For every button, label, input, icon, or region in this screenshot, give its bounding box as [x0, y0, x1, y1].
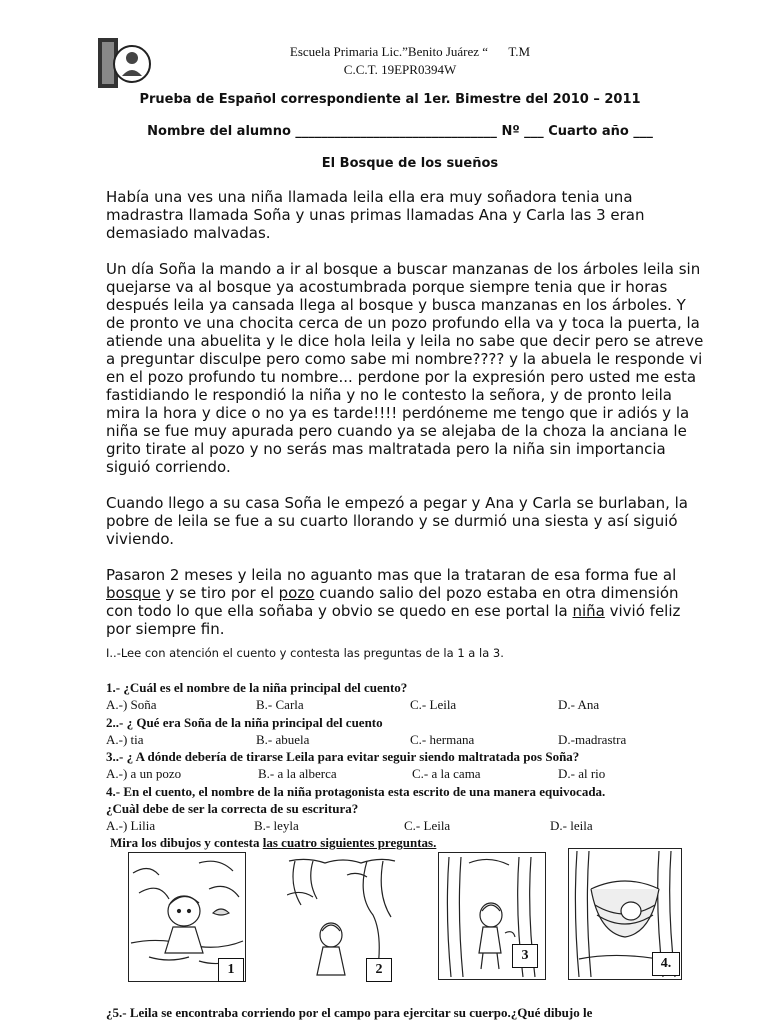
- story-paragraph-1: Había una ves una niña llamada leila ella era muy soñadora tenia una madrastra llamada Soña y unas primas llamadas Ana y Carla las 3 eran demasiado malvadas.: [106, 188, 645, 242]
- story-text: [106, 188, 706, 656]
- picture-1-number-box[interactable]: 1: [218, 958, 244, 982]
- student-name-line: Nombre del alumno _______________________________ Nº ___ Cuarto año ___: [147, 124, 653, 139]
- school-name-line: [200, 44, 620, 60]
- story-paragraph-4: [106, 566, 706, 638]
- question-1: 1.- ¿Cuál es el nombre de la niña principal del cuento?: [106, 680, 408, 695]
- picture-3-number-box[interactable]: 3: [512, 944, 538, 968]
- question-4-line-2: ¿Cuàl debe de ser la correcta de su escritura?: [106, 801, 359, 816]
- story-paragraph-2: Un día Soña la mando a ir al bosque a buscar manzanas de los árboles leila sin quejarse va al bosque ya acostumbrada porque siempre tenia que ir horas después leila ya cansada llega al bosque y busca manzanas en los árboles. Y de pronto ve una chocita cerca de un pozo profundo ella va y toca la puerta, la atiende una abuelita y le dice hola leila y leila no sabe que decir pero se atreve a preguntar disculpe pero como sabe mi nombre???? y la abuela le responde vi en el pozo profundo tu nombre... perdone por la expresión pero usted me esta fastidiando le respondió la niña y no le contesto la señora, y de pronto leila mira la hora y dice o no ya es tarde!!!! perdóneme me tengo que ir adiós y la niña se fue muy apurada pero cuando ya se alejaba de la choza la anciana le grito tirate al pozo y no serás mas maltratada pero la niña sin importancia siguió corriendo.: [106, 260, 704, 476]
- question-4: 4.- En el cuento, el nombre de la niña protagonista esta escrito de una manera equivocada.: [106, 784, 606, 799]
- q2-option-b[interactable]: B.- abuela: [256, 732, 310, 747]
- question-3: 3..- ¿ A dónde debería de tirarse Leila para evitar seguir siendo maltratada pos Soña?: [106, 749, 580, 764]
- picture-4-number-box[interactable]: 4.: [652, 952, 680, 976]
- q2-option-c[interactable]: C.- hermana: [410, 732, 475, 747]
- p4-underline-pozo: pozo: [278, 584, 315, 602]
- q4-option-b[interactable]: B.- leyla: [254, 818, 299, 833]
- q1-option-c[interactable]: C.- Leila: [410, 697, 457, 712]
- pictures-instruction-text: Mira los dibujos y contesta: [110, 835, 263, 850]
- school-shift: T.M: [508, 44, 531, 59]
- q4-option-a[interactable]: A.-) Lilia: [106, 818, 156, 833]
- p4-part-a: Pasaron 2 meses y leila no aguanto mas que la trataran de esa forma fue al: [106, 566, 677, 584]
- q3-option-c[interactable]: C.- a la cama: [412, 766, 481, 781]
- q1-option-b[interactable]: B.- Carla: [256, 697, 304, 712]
- q2-option-a[interactable]: A.-) tia: [106, 732, 144, 747]
- q1-option-d[interactable]: D.- Ana: [558, 697, 600, 712]
- q3-option-a[interactable]: A.-) a un pozo: [106, 766, 182, 781]
- pictures-instruction-underlined: las cuatro siguientes preguntas.: [262, 835, 437, 850]
- p4-underline-bosque: bosque: [106, 584, 161, 602]
- p4-part-b: y se tiro por el: [160, 584, 279, 602]
- q1-option-a[interactable]: A.-) Soña: [106, 697, 157, 712]
- q4-option-c[interactable]: C.- Leila: [404, 818, 451, 833]
- question-5: ¿5.- Leila se encontraba corriendo por el campo para ejercitar su cuerpo.¿Qué dibujo le: [106, 1005, 593, 1020]
- story-title: El Bosque de los sueños: [321, 156, 499, 171]
- q3-option-d[interactable]: D.- al rio: [558, 766, 606, 781]
- p4-part-d: vivió feliz por siempre fin.: [106, 602, 681, 638]
- school-cct: C.C.T. 19EPR0394W: [343, 62, 457, 77]
- p4-underline-nina: niña: [572, 602, 605, 620]
- picture-2-number-box[interactable]: 2: [366, 958, 392, 982]
- story-paragraph-3: Cuando llego a su casa Soña le empezó a pegar y Ana y Carla se burlaban, la pobre de leila se fue a su cuarto llorando y se durmió una siesta y así siguió viviendo.: [106, 494, 688, 548]
- exam-title: Prueba de Español correspondiente al 1er. Bimestre del 2010 – 2011: [139, 92, 641, 107]
- school-logo: [96, 36, 152, 90]
- pictures-instruction: [110, 835, 436, 851]
- q2-option-d[interactable]: D.-madrastra: [558, 732, 627, 747]
- q4-option-d[interactable]: D.- leila: [550, 818, 593, 833]
- school-name: Escuela Primaria Lic.”Benito Juárez “: [289, 44, 489, 59]
- instruction: I..-Lee con atención el cuento y contesta las preguntas de la 1 a la 3.: [106, 646, 504, 660]
- q3-option-b[interactable]: B.- a la alberca: [258, 766, 337, 781]
- p4-part-c: cuando salio del pozo estaba en otra dimensión con todo lo que ella soñaba y obvio se quedo en ese portal la: [106, 584, 679, 620]
- question-2: 2..- ¿ Qué era Soña de la niña principal del cuento: [106, 715, 383, 730]
